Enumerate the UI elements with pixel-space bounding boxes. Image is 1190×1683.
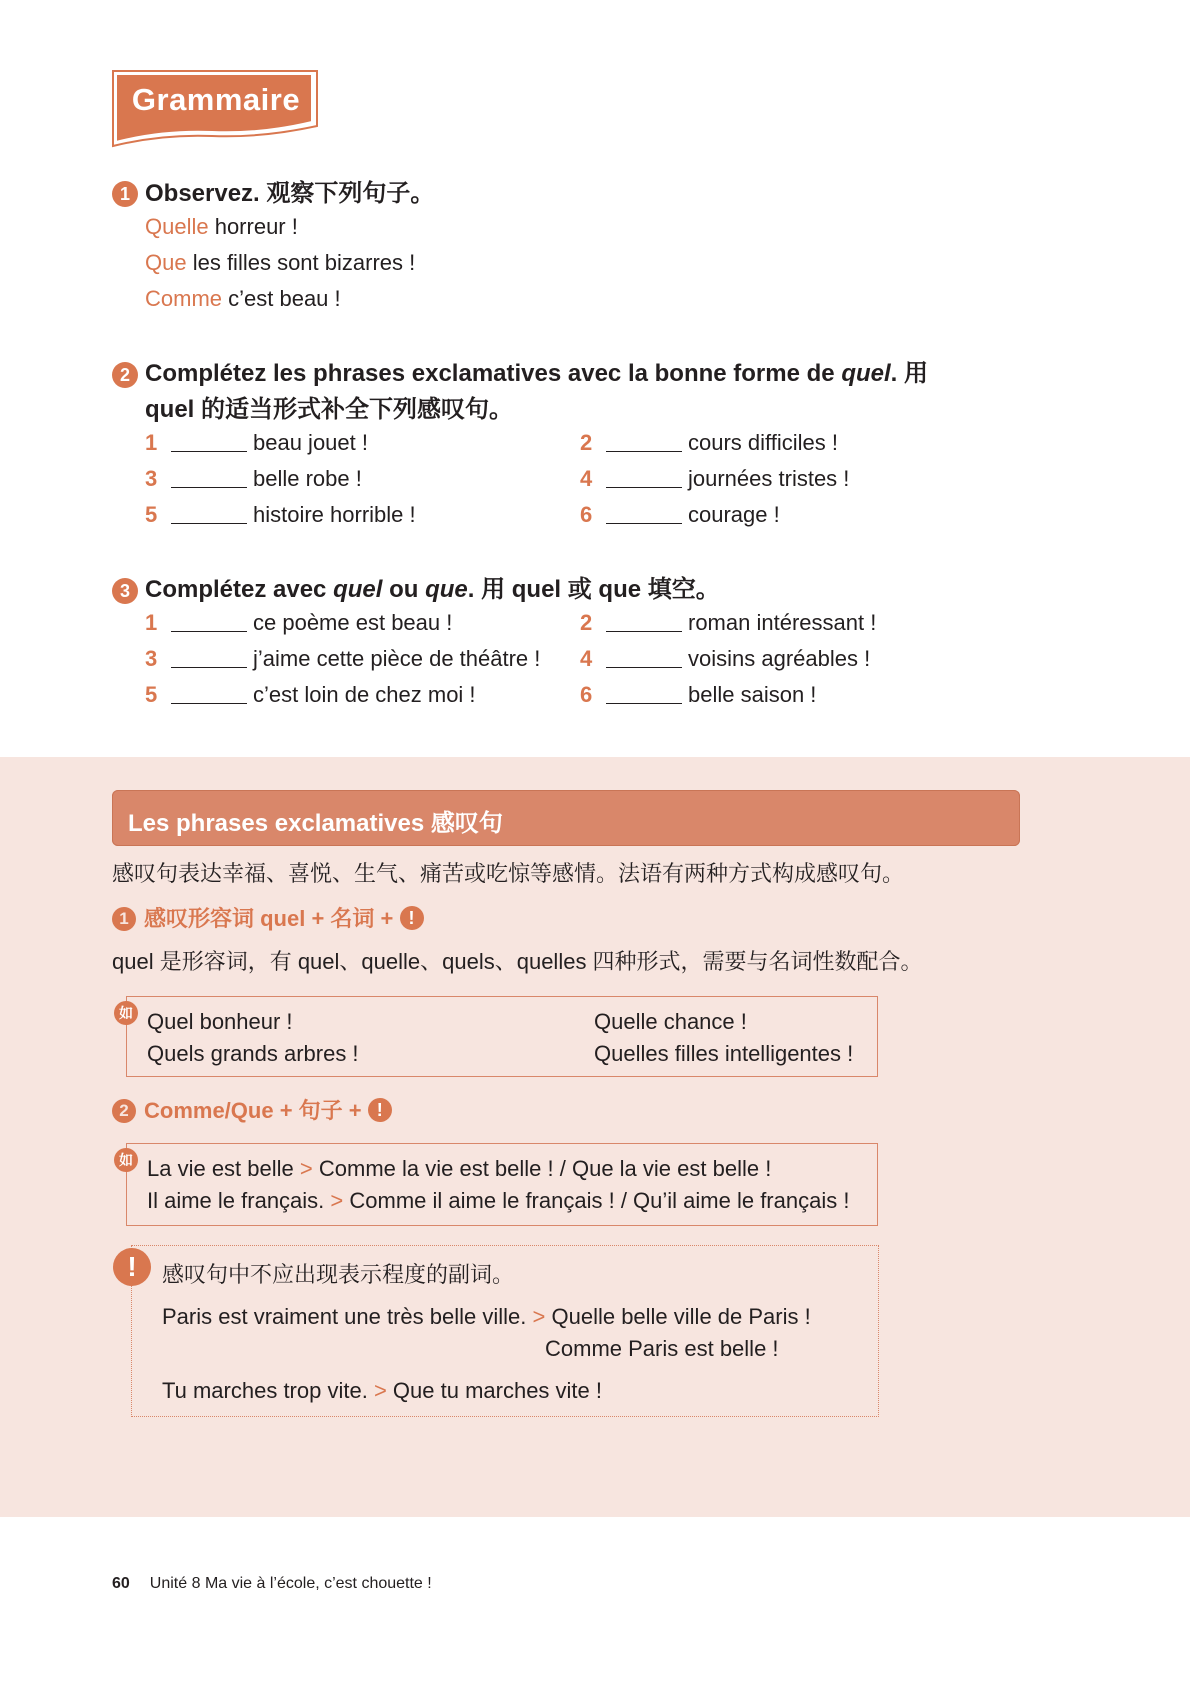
rule-2-title: 2 Comme/Que + 句子 + ! [112,1094,392,1128]
answer-blank[interactable] [606,647,682,668]
exercise-3-title: Complétez avec quel ou que. 用 quel 或 que 填空。 [145,576,720,603]
example-sentence-2: Que les filles sont bizarres ! [145,250,416,275]
exercise-1-title: Observez. 观察下列句子。 [145,180,435,207]
warning-icon: ! [113,1248,151,1286]
exercise-number-3: 3 [112,578,138,604]
answer-blank[interactable] [171,431,247,452]
note-example-1b: Comme Paris est belle ! [545,1336,779,1361]
rule-1-example-box [126,996,878,1077]
note-example-1: Paris est vraiment une très belle ville. > Quelle belle ville de Paris ! [162,1304,811,1329]
section-badge [112,70,320,150]
example-line: Quels grands arbres ! [147,1041,359,1066]
exclamation-icon: ! [368,1098,392,1122]
rule-1-explanation: quel 是形容词，有 quel、quelle、quels、quelles 四种形式，需要与名词性数配合。 [112,949,923,974]
note-text: 感叹句中不应出现表示程度的副词。 [162,1262,515,1287]
exercise-2-item-2: 2 cours difficiles ! [580,430,838,455]
exercise-2-item-1: 1 beau jouet ! [145,430,368,455]
example-line: Quel bonheur ! [147,1009,293,1034]
lesson-header-bar [112,790,1020,846]
example-line: Quelles filles intelligentes ! [594,1041,854,1066]
answer-blank[interactable] [171,611,247,632]
exercise-2-item-4: 4 journées tristes ! [580,466,850,491]
answer-blank[interactable] [171,503,247,524]
example-sentence-1: Quelle horreur ! [145,214,298,239]
example-badge: 如 [114,1148,138,1172]
example-line: Il aime le français. > Comme il aime le français ! / Qu’il aime le français ! [147,1188,850,1213]
exercise-number-2: 2 [112,362,138,388]
exercise-2-item-3: 3 belle robe ! [145,466,362,491]
example-line: La vie est belle > Comme la vie est belle ! / Que la vie est belle ! [147,1156,772,1181]
page-number: 60 [112,1575,130,1592]
exercise-2-title-cn: quel 的适当形式补全下列感叹句。 [145,396,514,423]
note-box [131,1245,879,1417]
exercise-3-item-6: 6 belle saison ! [580,682,817,707]
rule-2-example-box [126,1143,878,1226]
answer-blank[interactable] [606,467,682,488]
page-footer [112,1575,432,1593]
unit-title: Unité 8 Ma vie à l’école, c’est chouette ! [149,1575,432,1592]
answer-blank[interactable] [171,647,247,668]
example-badge: 如 [114,1001,138,1025]
answer-blank[interactable] [171,467,247,488]
answer-blank[interactable] [606,611,682,632]
exercise-3-item-5: 5 c’est loin de chez moi ! [145,682,476,707]
exercise-3-item-4: 4 voisins agréables ! [580,646,871,671]
exercise-2-item-6: 6 courage ! [580,502,780,527]
exercise-2-item-5: 5 histoire horrible ! [145,502,416,527]
badge-label: Grammaire [131,82,301,117]
exercise-3-item-2: 2 roman intéressant ! [580,610,877,635]
note-example-2: Tu marches trop vite. > Que tu marches vite ! [162,1378,603,1403]
example-sentence-3: Comme c’est beau ! [145,286,341,311]
lesson-header-title: Les phrases exclamatives 感叹句 [128,810,503,837]
answer-blank[interactable] [606,503,682,524]
exclamation-icon: ! [400,906,424,930]
exercise-number-1: 1 [112,181,138,207]
rule-1-title: 1 感叹形容词 quel + 名词 + ! [112,902,424,936]
exercise-2-title: Complétez les phrases exclamatives avec la bonne forme de quel. 用 [145,360,928,387]
lesson-intro: 感叹句表达幸福、喜悦、生气、痛苦或吃惊等感情。法语有两种方式构成感叹句。 [112,861,905,886]
answer-blank[interactable] [171,683,247,704]
answer-blank[interactable] [606,431,682,452]
example-line: Quelle chance ! [594,1009,747,1034]
exercise-3-item-3: 3 j’aime cette pièce de théâtre ! [145,646,541,671]
exercise-3-item-1: 1 ce poème est beau ! [145,610,453,635]
answer-blank[interactable] [606,683,682,704]
